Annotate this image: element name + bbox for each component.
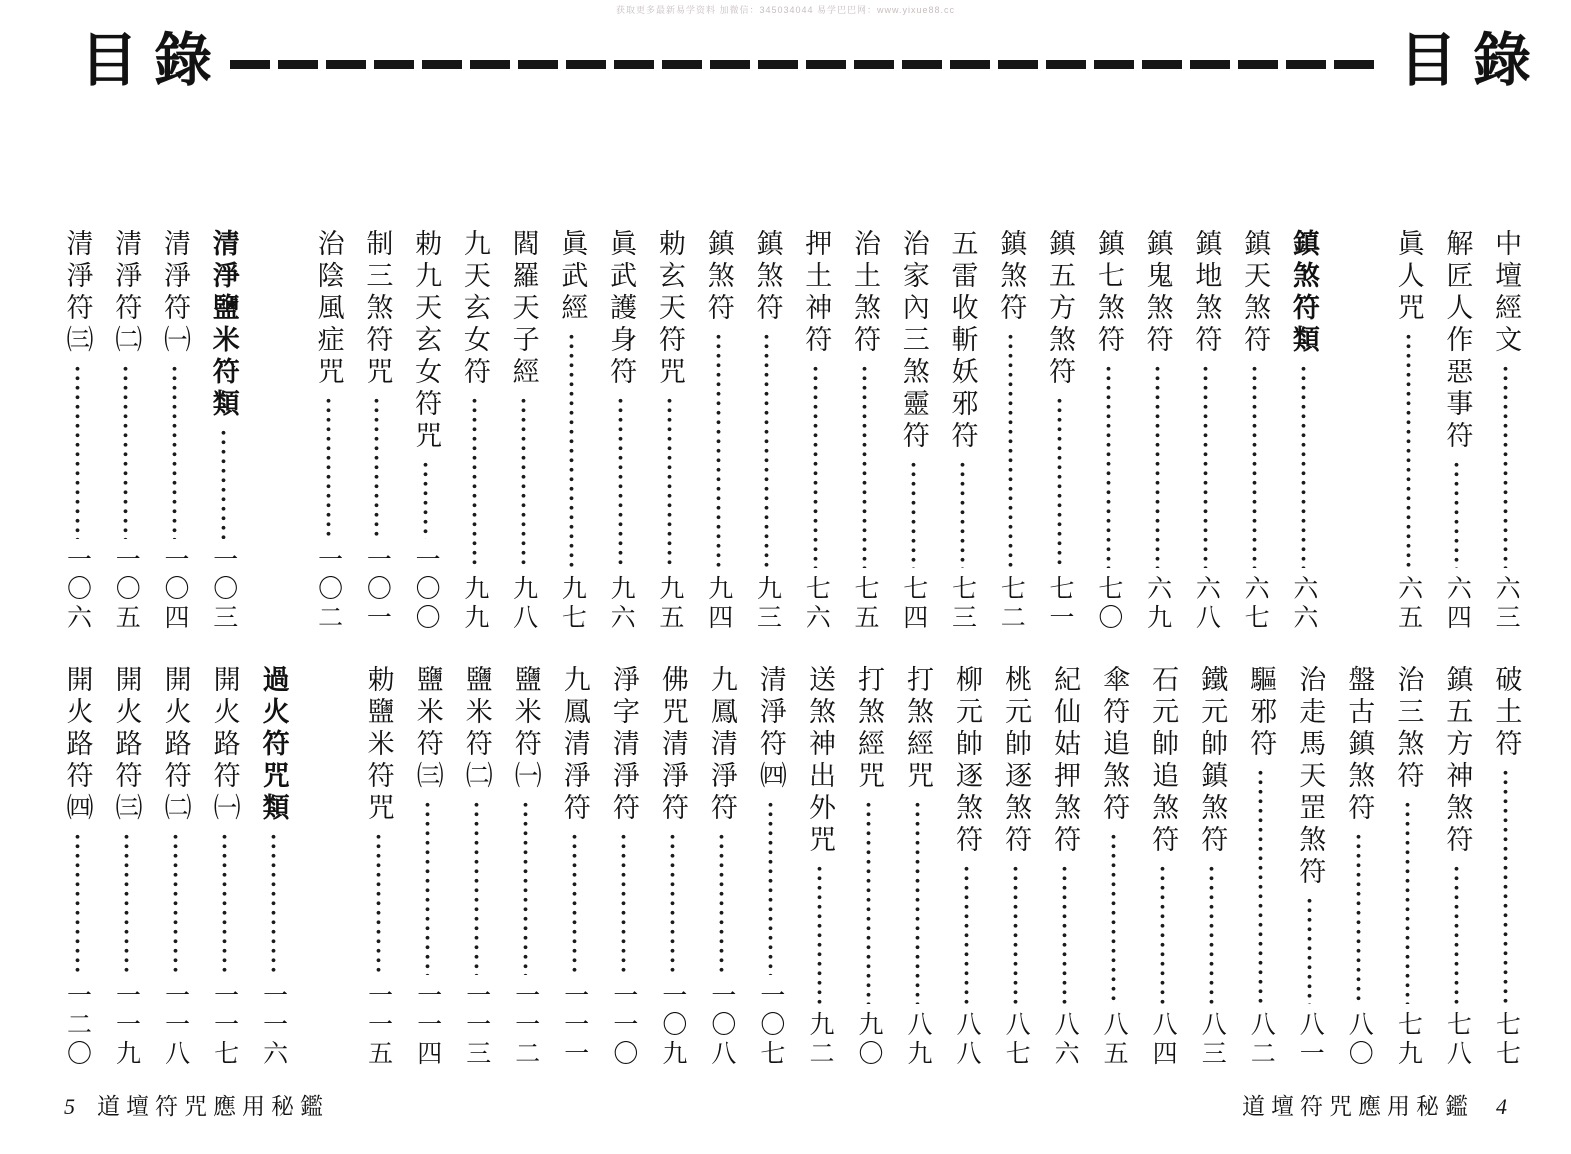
entry-title: 打煞經咒 — [853, 665, 884, 793]
toc-entry — [1440, 229, 1474, 633]
entry-title: 鎮地煞符 — [1191, 229, 1222, 357]
entry-page-number: 一一七 — [210, 982, 238, 1069]
dot-leader — [1106, 364, 1111, 568]
dot-leader — [472, 396, 477, 568]
toc-entry — [1342, 665, 1376, 1069]
toc-entry — [1195, 665, 1229, 1069]
toc-entry — [753, 665, 787, 1069]
toc-entry — [508, 665, 542, 1069]
toc-row-bottom — [60, 665, 1523, 1069]
entry-page-number: 一一三 — [462, 982, 490, 1069]
dot-leader — [915, 800, 920, 1004]
page-title-right: 目錄 — [1398, 28, 1547, 93]
toc-entry — [1244, 665, 1278, 1069]
toc-entry — [1489, 665, 1523, 1069]
toc-entry — [1043, 229, 1077, 633]
entry-title: 鎮五方煞符 — [1045, 229, 1076, 389]
toc-entry — [557, 665, 591, 1069]
dot-leader — [222, 832, 227, 975]
entry-title: 紀仙姑押煞符 — [1050, 665, 1081, 857]
folio-number-left: 5 — [64, 1094, 75, 1119]
entry-title: 九天玄女符 — [459, 229, 490, 389]
toc-entry — [994, 229, 1028, 633]
entry-title: 鎮天煞符 — [1240, 229, 1271, 357]
toc-entry — [704, 665, 738, 1069]
dot-leader — [425, 800, 430, 975]
watermark-text: 获取更多最新易学资料 加微信：345034044 易学巴巴网：www.yixue88.cc — [615, 5, 956, 15]
dot-leader — [271, 832, 276, 975]
entry-title: 開火路符㈡ — [160, 665, 191, 825]
entry-page-number: 七七 — [1492, 1011, 1520, 1069]
entry-page-number: 六六 — [1289, 575, 1317, 633]
toc-entry — [1293, 665, 1327, 1069]
dot-leader — [326, 396, 331, 539]
entry-title: 勅鹽米符咒 — [363, 665, 394, 825]
entry-page-number: 六八 — [1192, 575, 1220, 633]
dot-leader — [911, 460, 916, 568]
entry-page-number: 七五 — [850, 575, 878, 633]
dot-leader — [716, 332, 721, 568]
toc-entry — [506, 229, 540, 633]
dot-leader — [521, 396, 526, 568]
entry-page-number: 一〇二 — [314, 546, 342, 633]
entry-title: 眞武經 — [557, 229, 588, 325]
entry-title: 傘符追煞符 — [1099, 665, 1130, 825]
dot-leader — [1013, 864, 1018, 1004]
dot-leader — [1008, 332, 1013, 568]
toc-entry — [1189, 229, 1223, 633]
entry-title: 押土神符 — [801, 229, 832, 357]
entry-title: 破土符 — [1491, 665, 1522, 761]
toc-entry — [1048, 665, 1082, 1069]
entry-page-number: 九〇 — [854, 1011, 882, 1069]
entry-title: 鎮七煞符 — [1093, 229, 1124, 357]
entry-title: 鎮煞符 — [703, 229, 734, 325]
dashed-rule — [230, 60, 1379, 69]
book-title-left: 道壇符咒應用秘鑑 — [97, 1094, 329, 1119]
entry-title: 鎮煞符 — [752, 229, 783, 325]
entry-page-number: 一〇一 — [363, 546, 391, 633]
dot-leader — [1503, 364, 1508, 568]
entry-page-number: 八七 — [1002, 1011, 1030, 1069]
toc-entry — [802, 665, 836, 1069]
entry-title: 鎮煞符 — [996, 229, 1027, 325]
entry-title: 五雷收斬妖邪符 — [947, 229, 978, 453]
entry-title: 桃元帥逐煞符 — [1001, 665, 1032, 857]
entry-page-number: 八六 — [1051, 1011, 1079, 1069]
entry-title: 九鳳清淨符 — [706, 665, 737, 825]
entry-page-number: 六九 — [1143, 575, 1171, 633]
dot-leader — [173, 832, 178, 975]
dot-leader — [172, 364, 177, 539]
dot-leader — [123, 364, 128, 539]
dot-leader — [1301, 364, 1306, 568]
entry-title: 打煞經咒 — [903, 665, 933, 793]
dot-leader — [1406, 332, 1411, 568]
entry-page-number: 六七 — [1241, 575, 1269, 633]
toc-entry — [655, 665, 689, 1069]
toc-entry — [701, 229, 735, 633]
entry-page-number: 一一六 — [259, 982, 287, 1069]
entry-title: 鹽米符㈠ — [510, 665, 541, 793]
entry-title: 勅玄天符咒 — [654, 229, 685, 389]
dot-leader — [572, 832, 577, 975]
entry-title: 過火符咒類 — [258, 665, 289, 825]
toc-entry — [1146, 665, 1180, 1069]
entry-page-number: 七一 — [1046, 575, 1074, 633]
toc-entry — [1140, 229, 1174, 633]
dot-leader — [813, 364, 818, 568]
dot-leader — [1111, 832, 1116, 1004]
toc-entry — [1391, 665, 1425, 1069]
dot-leader — [618, 396, 623, 568]
toc-entry — [950, 665, 984, 1069]
entry-page-number: 七二 — [997, 575, 1025, 633]
entry-title: 眞人咒 — [1393, 229, 1424, 325]
entry-title: 開火路符㈠ — [209, 665, 240, 825]
toc-entry — [109, 229, 143, 633]
toc-entry — [457, 229, 491, 633]
dot-leader — [75, 832, 80, 975]
toc-entry — [851, 665, 885, 1069]
entry-title: 鎮五方神煞符 — [1442, 665, 1473, 857]
entry-title: 鹽米符㈢ — [412, 665, 443, 793]
entry-title: 鹽米符㈡ — [461, 665, 492, 793]
toc-entry — [945, 229, 979, 633]
entry-title: 閻羅天子經 — [508, 229, 539, 389]
entry-page-number: 八〇 — [1345, 1011, 1373, 1069]
entry-page-number: 八一 — [1296, 1011, 1324, 1069]
toc-entry — [1489, 229, 1523, 633]
entry-page-number: 九八 — [509, 575, 537, 633]
entry-title: 中壇經文 — [1491, 229, 1522, 357]
toc-entry — [60, 229, 94, 633]
entry-title: 治三煞符 — [1393, 665, 1424, 793]
toc-entry — [1391, 229, 1425, 633]
entry-page-number: 一〇〇 — [412, 546, 440, 633]
entry-page-number: 一一一 — [560, 982, 588, 1069]
entry-page-number: 九七 — [558, 575, 586, 633]
entry-page-number: 一〇七 — [756, 982, 784, 1069]
toc-entry — [1238, 229, 1272, 633]
entry-title: 清淨符㈠ — [160, 229, 191, 357]
footer-left — [64, 1088, 329, 1121]
toc-row-top — [60, 229, 1523, 633]
dot-leader — [374, 396, 379, 539]
toc-entry — [604, 229, 638, 633]
entry-page-number: 七九 — [1394, 1011, 1422, 1069]
toc-entry — [410, 665, 444, 1069]
entry-page-number: 八二 — [1247, 1011, 1275, 1069]
dot-leader — [670, 832, 675, 975]
entry-page-number: 一〇三 — [209, 546, 237, 633]
entry-page-number: 一〇六 — [63, 546, 91, 633]
toc-entry — [847, 229, 881, 633]
entry-page-number: 七八 — [1443, 1011, 1471, 1069]
entry-page-number: 八三 — [1198, 1011, 1226, 1069]
toc-entry — [901, 665, 935, 1069]
entry-title: 眞武護身符 — [606, 229, 637, 389]
dot-leader — [1252, 364, 1257, 568]
toc-entry — [1440, 665, 1474, 1069]
entry-title: 淨字清淨符 — [608, 665, 639, 825]
dot-leader — [866, 800, 871, 1004]
entry-page-number: 六三 — [1492, 575, 1520, 633]
toc-entry — [311, 229, 345, 633]
entry-page-number: 八八 — [953, 1011, 981, 1069]
dot-leader — [474, 800, 479, 975]
toc-entry — [360, 229, 394, 633]
entry-title: 清淨鹽米符類 — [208, 229, 239, 421]
entry-page-number: 一一〇 — [609, 982, 637, 1069]
toc-entry — [750, 229, 784, 633]
entry-title: 清淨符㈡ — [111, 229, 142, 357]
toc-entry — [555, 229, 589, 633]
toc-entry — [158, 665, 192, 1069]
dot-leader — [423, 460, 428, 539]
dot-leader — [1405, 800, 1410, 1004]
entry-page-number: 一二〇 — [63, 982, 91, 1069]
toc-entry — [256, 665, 290, 1069]
entry-page-number: 一一八 — [161, 982, 189, 1069]
entry-page-number: 一〇五 — [112, 546, 140, 633]
dot-leader — [1454, 460, 1459, 568]
toc-entry — [60, 665, 94, 1069]
toc-entry — [207, 665, 241, 1069]
entry-page-number: 一一九 — [112, 982, 140, 1069]
dot-leader — [1454, 864, 1459, 1004]
entry-title: 柳元帥逐煞符 — [952, 665, 983, 857]
dot-leader — [221, 428, 226, 539]
entry-title: 送煞神出外咒 — [804, 665, 835, 857]
toc-entry — [1097, 665, 1131, 1069]
entry-title: 開火路符㈣ — [62, 665, 93, 825]
entry-page-number: 九二 — [805, 1011, 833, 1069]
dot-leader — [817, 864, 822, 1004]
header — [80, 28, 1547, 93]
entry-title: 治家內三煞靈符 — [898, 229, 929, 453]
entry-page-number: 九四 — [704, 575, 732, 633]
entry-page-number: 一〇九 — [658, 982, 686, 1069]
entry-page-number: 一〇四 — [161, 546, 189, 633]
entry-page-number: 一〇八 — [707, 982, 735, 1069]
entry-page-number: 七四 — [899, 575, 927, 633]
dot-leader — [124, 832, 129, 975]
entry-page-number: 六四 — [1443, 575, 1471, 633]
entry-page-number: 九六 — [607, 575, 635, 633]
entry-title: 盤古鎮煞符 — [1344, 665, 1375, 825]
entry-title: 清淨符㈢ — [62, 229, 93, 357]
entry-title: 鎮鬼煞符 — [1142, 229, 1173, 357]
entry-title: 清淨符㈣ — [755, 665, 786, 793]
dot-leader — [621, 832, 626, 975]
entry-title: 開火路符㈢ — [111, 665, 142, 825]
book-title-right: 道壇符咒應用秘鑑 — [1242, 1094, 1474, 1119]
toc-entry — [999, 665, 1033, 1069]
entry-page-number: 七〇 — [1094, 575, 1122, 633]
entry-page-number: 七三 — [948, 575, 976, 633]
toc-entry — [1286, 229, 1320, 633]
entry-title: 佛咒清淨符 — [657, 665, 688, 825]
dot-leader — [376, 832, 381, 975]
entry-page-number: 九三 — [753, 575, 781, 633]
dot-leader — [1307, 896, 1312, 1004]
entry-title: 石元帥追煞符 — [1148, 665, 1179, 857]
entry-page-number: 六五 — [1394, 575, 1422, 633]
dot-leader — [1356, 832, 1361, 1004]
entry-title: 鐵元帥鎮煞符 — [1197, 665, 1228, 857]
dot-leader — [960, 460, 965, 568]
dot-leader — [75, 364, 80, 539]
dot-leader — [1258, 768, 1263, 1004]
dot-leader — [862, 364, 867, 568]
entry-title: 鎮煞符類 — [1288, 229, 1319, 357]
entry-page-number: 七六 — [802, 575, 830, 633]
entry-title: 治土煞符 — [849, 229, 880, 357]
dot-leader — [768, 800, 773, 975]
page-title-left: 目錄 — [80, 28, 229, 93]
toc-entry — [799, 229, 833, 633]
dot-leader — [667, 396, 672, 568]
toc-entry — [896, 229, 930, 633]
dot-leader — [1062, 864, 1067, 1004]
toc-entry — [361, 665, 395, 1069]
entry-page-number: 一一五 — [364, 982, 392, 1069]
toc-entry — [206, 229, 240, 633]
entry-title: 治走馬天罡煞符 — [1295, 665, 1326, 889]
dot-leader — [523, 800, 528, 975]
entry-title: 驅邪符 — [1246, 665, 1277, 761]
toc-entry — [652, 229, 686, 633]
toc-entry — [606, 665, 640, 1069]
entry-page-number: 八五 — [1100, 1011, 1128, 1069]
entry-page-number: 八四 — [1149, 1011, 1177, 1069]
entry-title: 解匠人作惡事符 — [1442, 229, 1473, 453]
dot-leader — [964, 864, 969, 1004]
entry-page-number: 一一二 — [511, 982, 539, 1069]
dot-leader — [569, 332, 574, 568]
entry-title: 九鳳清淨符 — [559, 665, 590, 825]
entry-title: 制三煞符咒 — [362, 229, 393, 389]
toc-entry — [1091, 229, 1125, 633]
toc-entry — [158, 229, 192, 633]
dot-leader — [1209, 864, 1214, 1004]
folio-number-right: 4 — [1496, 1094, 1507, 1119]
dot-leader — [1057, 396, 1062, 568]
entry-page-number: 九九 — [460, 575, 488, 633]
toc-entry — [409, 229, 443, 633]
entry-title: 治陰風症咒 — [313, 229, 344, 389]
entry-title: 勅九天玄女符咒 — [411, 229, 442, 453]
entry-page-number: 一一四 — [413, 982, 441, 1069]
dot-leader — [1155, 364, 1160, 568]
dot-leader — [1503, 768, 1508, 1004]
toc-entry — [109, 665, 143, 1069]
dot-leader — [719, 832, 724, 975]
dot-leader — [1160, 864, 1165, 1004]
footer-right — [1242, 1088, 1507, 1121]
dot-leader — [764, 332, 769, 568]
entry-page-number: 八九 — [904, 1011, 931, 1069]
entry-page-number: 九五 — [655, 575, 683, 633]
toc-entry — [459, 665, 493, 1069]
dot-leader — [1203, 364, 1208, 568]
